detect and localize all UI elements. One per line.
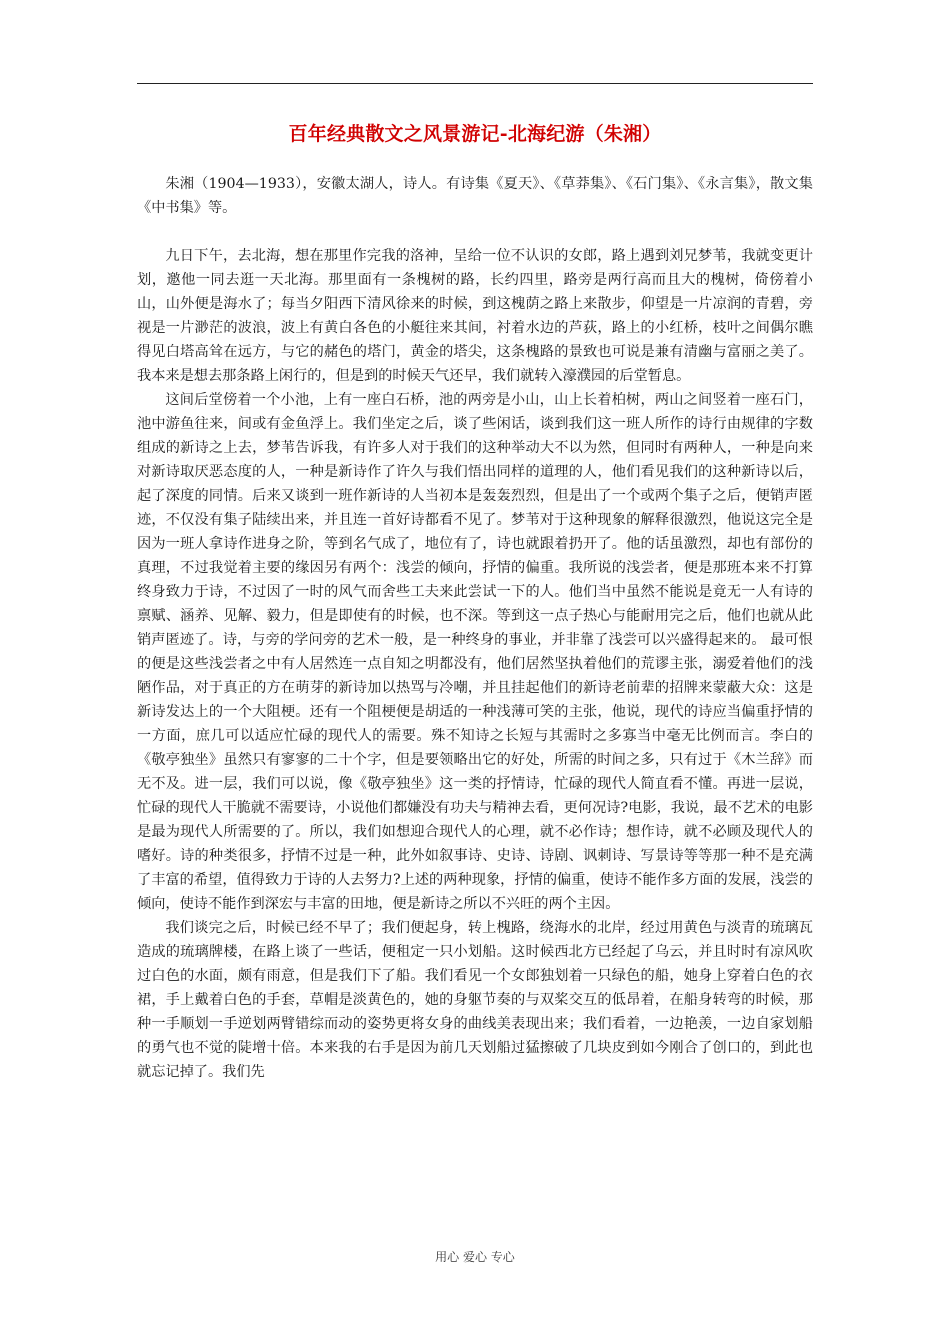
- document-body: [137, 172, 813, 1084]
- document-title: 百年经典散文之风景游记-北海纪游（朱湘）: [288, 123, 662, 145]
- body-paragraph-1: 九日下午，去北海，想在那里作完我的洛神，呈给一位不认识的女郎，路上遇到刘兄梦苇，我就变更计划，邀他一同去逛一天北海。那里面有一条槐树的路，长约四里，路旁是两行高而且大的槐树，倚傍着小山，山外便是海水了；每当夕阳西下清风徐来的时候，到这槐荫之路上来散步，仰望是一片凉润的青碧，旁视是一片渺茫的波浪，波上有黄白各色的小艇往来其间，衬着水边的芦荻，路上的小红桥，枝叶之间偶尔瞧得见白塔高耸在远方，与它的赭色的塔门，黄金的塔尖，这条槐路的景致也可说是兼有清幽与富丽之美了。我本来是想去那条路上闲行的，但是到的时候天气还早，我们就转入濠濮园的后堂暂息。: [137, 248, 813, 384]
- body-paragraph-3: 我们谈完之后，时候已经不早了；我们便起身，转上槐路，绕海水的北岸，经过用黄色与淡青的琉璃瓦造成的琉璃牌楼，在路上谈了一些话，便租定一只小划船。这时候西北方已经起了乌云，并且时时有凉风吹过白色的水面，颇有雨意，但是我们下了船。我们看见一个女郎独划着一只绿色的船，她身上穿着白色的衣裙，手上戴着白色的手套，草帽是淡黄色的，她的身躯节奏的与双桨交互的低昂着，在船身转弯的时候，那种一手顺划一手逆划两臂错综而动的姿势更将女身的曲线美表现出来；我们看着，一边艳羡，一边自家划船的勇气也不觉的陡增十倍。本来我的右手是因为前几天划船过猛擦破了几块皮到如今刚合了创口的，到此也就忘记掉了。我们先: [137, 920, 813, 1080]
- author-intro: 朱湘（1904—1933），安徽太湖人，诗人。有诗集《夏天》、《草莽集》、《石门集》、《永言集》，散文集《中书集》等。: [137, 176, 813, 216]
- body-paragraph-2: 这间后堂傍着一个小池，上有一座白石桥，池的两旁是小山，山上长着柏树，两山之间竖着一座石门，池中游鱼往来，间或有金鱼浮上。我们坐定之后，谈了些闲话，谈到我们这一班人所作的诗行由规律的字数组成的新诗之上去，梦苇告诉我，有许多人对于我们的这种举动大不以为然，但同时有两种人，一种是向来对新诗取厌恶态度的人，一种是新诗作了许久与我们悟出同样的道理的人，他们看见我们的这种新诗以后，起了深度的同情。后来又谈到一班作新诗的人当初本是轰轰烈烈，但是出了一个或两个集子之后，便销声匿迹，不仅没有集子陆续出来，并且连一首好诗都看不见了。梦苇对于这种现象的解释很激烈，他说这完全是因为一班人拿诗作进身之阶，等到名气成了，地位有了，诗也就跟着扔开了。他的话虽激烈，却也有部份的真理，不过我觉着主要的缘因另有两个：浅尝的倾向，抒情的偏重。我所说的浅尝者，便是那班本来不打算终身致力于诗，不过因了一时的风气而舍些工夫来此尝试一下的人。他们当中虽然不能说是竟无一人有诗的禀赋、涵养、见解、毅力，但是即使有的时候，也不深。等到这一点子热心与能耐用完之后，他们也就从此销声匿迹了。诗，与旁的学问旁的艺术一般，是一种终身的事业，并非靠了浅尝可以兴盛得起来的。 最可恨的便是这些浅尝者之中有人居然连一点自知之明都没有，他们居然坚执着他们的荒谬主张，溺爱着他们的浅陋作品，对于真正的方在萌芽的新诗加以热骂与冷嘲，并且挂起他们的新诗老前辈的招牌来蒙蔽大众：这是新诗发达上的一个大阻梗。还有一个阻梗便是胡适的一种浅薄可笑的主张，他说，现代的诗应当偏重抒情的一方面，庶几可以适应忙碌的现代人的需要。殊不知诗之长短与其需时之多寡当中毫无比例而言。李白的《敬亭独坐》虽然只有寥寥的二十个字，但是要领略出它的好处，所需的时间之多，只有过于《木兰辞》而无不及。进一层，我们可以说，像《敬亭独坐》这一类的抒情诗，忙碌的现代人简直看不懂。再进一层说，忙碌的现代人干脆就不需要诗，小说他们都嫌没有功夫与精神去看，更何况诗?电影，我说，最不艺术的电影是最为现代人所需要的了。所以，我们如想迎合现代人的心理，就不必作诗；想作诗，就不必顾及现代人的嗜好。诗的种类很多，抒情不过是一种，此外如叙事诗、史诗、诗剧、讽刺诗、写景诗等等那一种不是充满了丰富的希望，值得致力于诗的人去努力?上述的两种现象，抒情的偏重，使诗不能作多方面的发展，浅尝的倾向，使诗不能作到深宏与丰富的田地，便是新诗之所以不兴旺的两个主因。: [137, 392, 813, 912]
- page-footer: 用心 爱心 专心: [435, 1250, 515, 1264]
- header-rule: [137, 83, 813, 84]
